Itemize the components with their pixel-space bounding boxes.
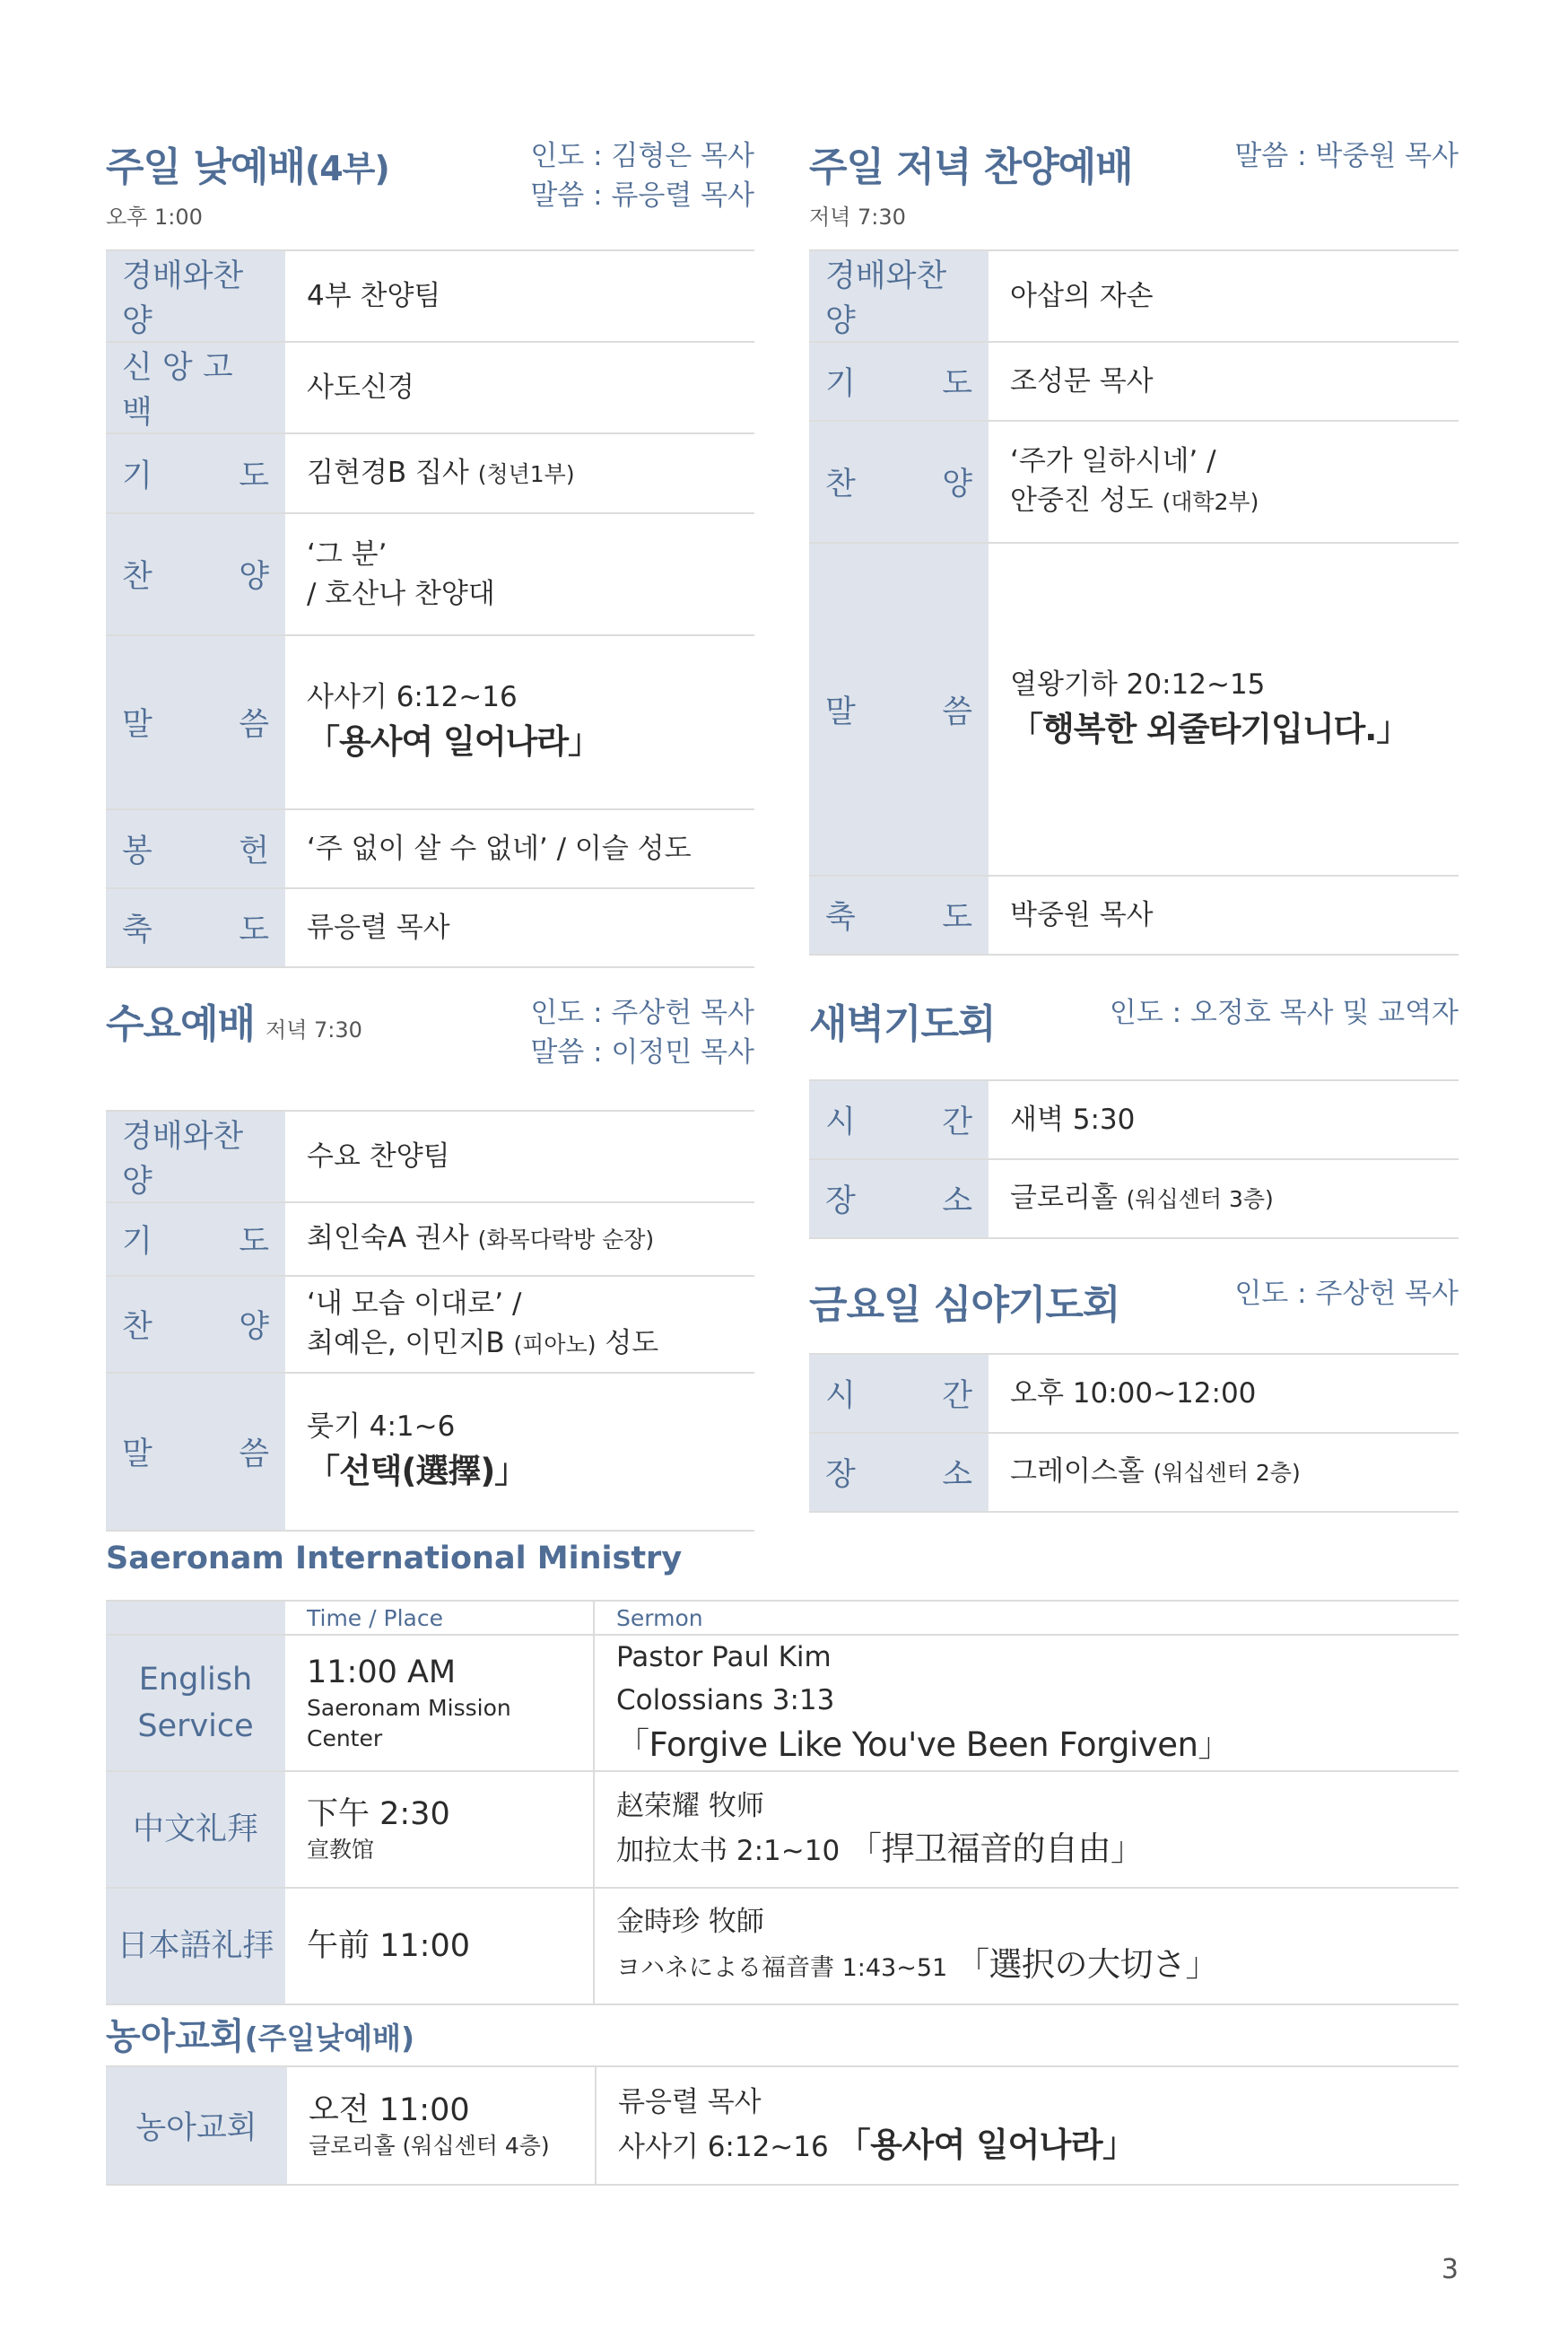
table-row [809, 342, 1459, 421]
scripture-ref: 열왕기하 20:12~15 [1010, 668, 1266, 701]
row-value: ‘그 분’ / 호산나 찬양대 [285, 513, 754, 635]
service-sermon: 赵荣耀 牧师 加拉太书 2:1~10 「捍卫福音的自由」 [594, 1771, 1459, 1888]
friday-prayer-title: 금요일 심야기도회 [809, 1282, 1120, 1328]
sunday-evening-order-table [809, 249, 1459, 956]
row-label: 기 도 [106, 1202, 285, 1276]
sunday-day-leader: 인도 : 김형은 목사 [530, 140, 754, 172]
table-row [809, 1354, 1459, 1433]
column-header-time: Time / Place [285, 1601, 594, 1635]
sunday-day-time: 오후 1:00 [106, 205, 203, 230]
friday-prayer-table [809, 1353, 1459, 1513]
row-label: 찬 양 [106, 1276, 285, 1373]
row-value [285, 635, 754, 809]
table-row [106, 1276, 754, 1373]
row-label: 기 도 [809, 342, 989, 421]
service-label-japanese: 日本語礼拝 [106, 1888, 285, 2004]
row-value: 아삽의 자손 [989, 250, 1459, 342]
wednesday-preacher: 말씀 : 이정민 목사 [530, 1036, 754, 1069]
sunday-day-preacher: 말씀 : 류응렬 목사 [530, 179, 754, 212]
row-value: 새벽 5:30 [989, 1080, 1459, 1159]
row-label: 시 간 [809, 1354, 989, 1433]
row-value [285, 1373, 754, 1531]
row-value: 최인숙A 권사 (화목다락방 순장) [285, 1202, 754, 1276]
international-ministry-title: Saeronam International Ministry [106, 1541, 683, 1576]
wednesday-title: 수요예배 저녁 7:30 [106, 1001, 362, 1047]
sunday-evening-title: 주일 저녁 찬양예배 [809, 144, 1133, 190]
header-blank [106, 1601, 285, 1635]
deaf-church-table [106, 2065, 1459, 2186]
row-value: ‘내 모습 이대로’ / 최예은, 이민지B (피아노) 성도 [285, 1276, 754, 1373]
wednesday-section [106, 956, 754, 1532]
sunday-evening-ministers [1234, 136, 1459, 176]
table-row [106, 513, 754, 635]
row-value: 오후 10:00~12:00 [989, 1354, 1459, 1433]
wednesday-leader: 인도 : 주상헌 목사 [530, 997, 754, 1029]
sunday-evening-preacher: 말씀 : 박중원 목사 [1234, 140, 1459, 172]
sermon-title: 「행복한 외줄타기입니다.」 [1010, 709, 1409, 748]
row-label: 축 도 [106, 888, 285, 967]
table-row [809, 543, 1459, 876]
table-row [106, 809, 754, 888]
row-value: 글로리홀 (워십센터 3층) [989, 1159, 1459, 1238]
row-label: 시 간 [809, 1080, 989, 1159]
service-sermon: Pastor Paul Kim Colossians 3:13 「Forgive Like You've Been Forgiven」 [594, 1635, 1459, 1771]
deaf-church-sermon: 류응렬 목사 사사기 6:12~16 「용사여 일어나라」 [596, 2066, 1459, 2185]
dawn-prayer-title: 새벽기도회 [809, 1001, 996, 1047]
row-value [989, 543, 1459, 876]
deaf-church-title: 농아교회(주일낮예배) [106, 2016, 415, 2057]
row-value: 류응렬 목사 [285, 888, 754, 967]
row-label: 경배와찬양 [106, 1111, 285, 1202]
table-row [809, 1080, 1459, 1159]
row-label: 찬 양 [809, 421, 989, 543]
row-value: ‘주가 일하시네’ / 안중진 성도 (대학2부) [989, 421, 1459, 543]
table-row [106, 1635, 1459, 1771]
dawn-prayer-leader: 인도 : 오정호 목사 및 교역자 [1109, 997, 1459, 1029]
scripture-ref: 룻기 4:1~6 [307, 1410, 456, 1443]
row-label: 기 도 [106, 433, 285, 513]
row-label: 신 앙 고 백 [106, 342, 285, 433]
sunday-day-section [106, 99, 754, 968]
table-row [106, 2066, 1459, 2185]
service-time-place: 下午 2:30 宣教馆 [285, 1771, 594, 1888]
row-label: 장 소 [809, 1159, 989, 1238]
row-value: 그레이스홀 (워십센터 2층) [989, 1433, 1459, 1512]
table-row [106, 1771, 1459, 1888]
wednesday-order-table [106, 1110, 754, 1532]
row-value: 김현경B 집사 (청년1부) [285, 433, 754, 513]
row-label: 경배와찬양 [809, 250, 989, 342]
table-row [106, 1202, 754, 1276]
table-row [809, 421, 1459, 543]
table-header-row [106, 1601, 1459, 1635]
table-row [106, 1888, 1459, 2004]
row-value: ‘주 없이 살 수 없네’ / 이슬 성도 [285, 809, 754, 888]
row-label: 말 씀 [809, 543, 989, 876]
sunday-evening-section [809, 99, 1459, 956]
table-row [106, 1373, 754, 1531]
table-row [106, 635, 754, 809]
table-row [106, 1111, 754, 1202]
wednesday-time: 저녁 7:30 [266, 1017, 362, 1043]
wednesday-ministers [530, 993, 754, 1072]
sermon-title: 「용사여 일어나라」 [307, 722, 601, 761]
scripture-ref: 사사기 6:12~16 [307, 681, 518, 713]
sunday-day-order-table [106, 249, 754, 968]
deaf-church-label: 농아교회 [106, 2066, 287, 2185]
row-label: 말 씀 [106, 635, 285, 809]
service-time-place: 午前 11:00 [285, 1888, 594, 2004]
row-value: 4부 찬양팀 [285, 250, 754, 342]
service-label-chinese: 中文礼拜 [106, 1771, 285, 1888]
friday-prayer-section [809, 1236, 1459, 1513]
table-row [809, 250, 1459, 342]
dawn-prayer-section [809, 956, 1459, 1239]
sunday-day-ministers [530, 136, 754, 215]
row-label: 봉 헌 [106, 809, 285, 888]
service-time-place: 11:00 AM Saeronam Mission Center [285, 1635, 594, 1771]
row-label: 장 소 [809, 1433, 989, 1512]
row-value: 수요 찬양팀 [285, 1111, 754, 1202]
row-value: 박중원 목사 [989, 876, 1459, 955]
row-label: 찬 양 [106, 513, 285, 635]
table-row [809, 1433, 1459, 1512]
table-row [106, 250, 754, 342]
row-label: 축 도 [809, 876, 989, 955]
dawn-prayer-table [809, 1079, 1459, 1239]
row-label: 경배와찬양 [106, 250, 285, 342]
page-number: 3 [1441, 2254, 1459, 2285]
table-row [106, 433, 754, 513]
table-row [809, 876, 1459, 955]
column-header-sermon: Sermon [594, 1601, 1459, 1635]
deaf-church-time-place: 오전 11:00 글로리홀 (워십센터 4층) [287, 2066, 596, 2185]
international-ministry-table [106, 1600, 1459, 2005]
table-row [106, 342, 754, 433]
row-label: 말 씀 [106, 1373, 285, 1531]
table-row [809, 1159, 1459, 1238]
row-value: 사도신경 [285, 342, 754, 433]
service-sermon: 金時珍 牧師 ヨハネによる福音書 1:43~51 「選択の大切さ」 [594, 1888, 1459, 2004]
sermon-title: 「선택(選擇)」 [307, 1452, 527, 1490]
friday-prayer-leader: 인도 : 주상헌 목사 [1234, 1278, 1459, 1310]
service-label-english: English Service [106, 1635, 285, 1771]
sunday-evening-time: 저녁 7:30 [809, 205, 906, 230]
sunday-day-title: 주일 낮예배(4부) [106, 144, 389, 190]
row-value: 조성문 목사 [989, 342, 1459, 421]
